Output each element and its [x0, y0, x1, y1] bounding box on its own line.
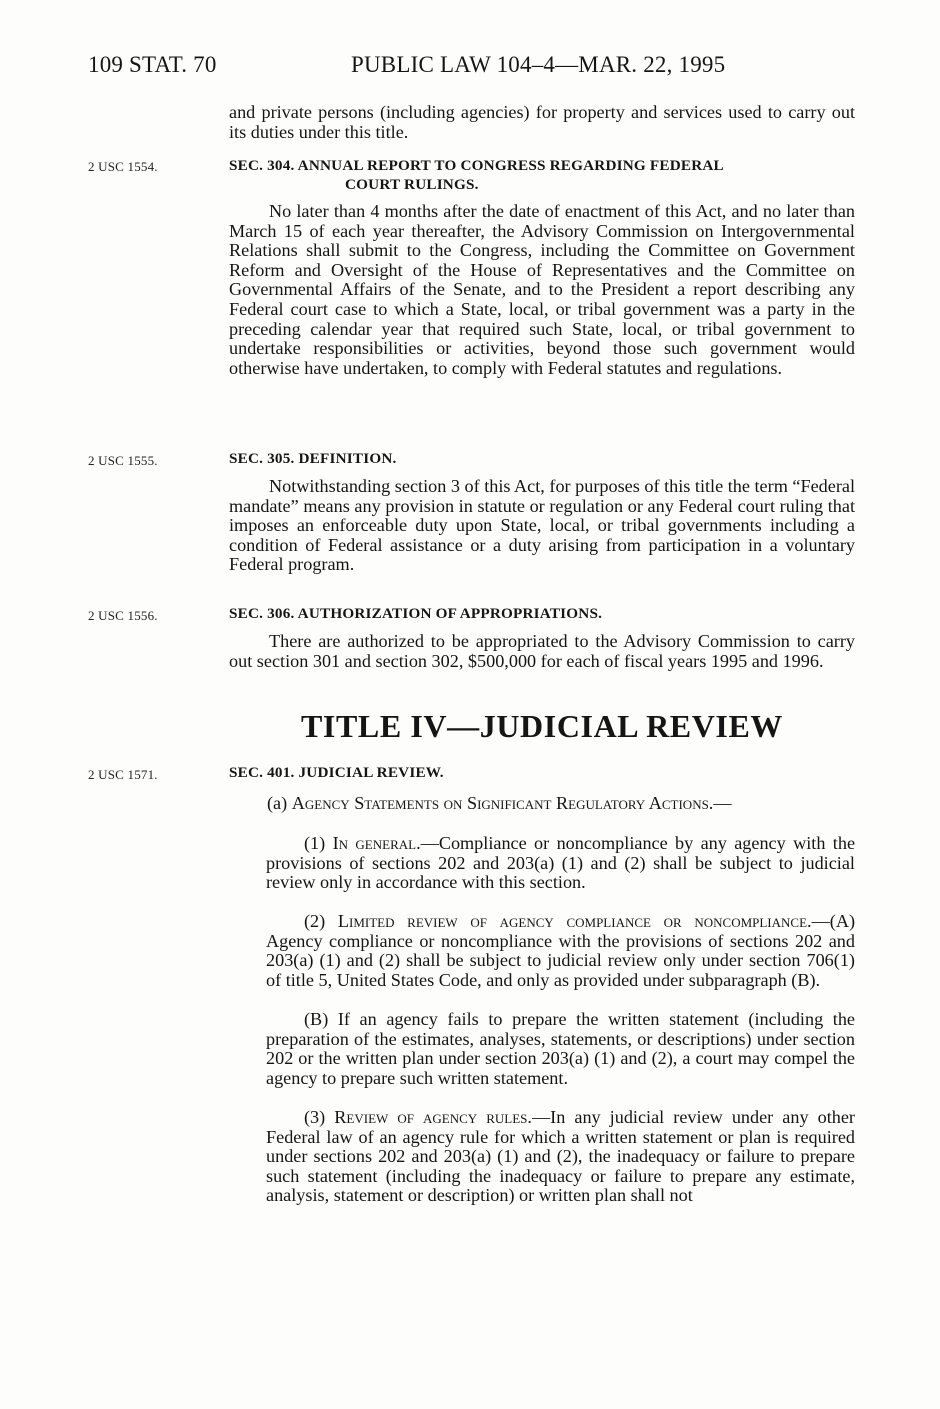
continuation-paragraph: and private persons (including agencies) for property and services used to carry out its duties under this title. [229, 102, 855, 142]
subsection-a-title: Agency Statements on Significant Regulatory Actions.— [291, 793, 732, 813]
paragraph-3 [266, 1108, 855, 1206]
paragraph-1 [266, 834, 855, 893]
paragraph-2-heading: Limited review of agency compliance or noncompliance.— [337, 911, 830, 931]
margin-citation-1556: 2 USC 1556. [88, 608, 158, 623]
section-304-heading [229, 156, 855, 194]
section-401-heading: SEC. 401. JUDICIAL REVIEW. [229, 764, 444, 781]
section-306-heading: SEC. 306. AUTHORIZATION OF APPROPRIATIONS. [229, 605, 603, 622]
paragraph-3-label: (3) [304, 1107, 326, 1127]
statute-page-number: 109 STAT. 70 [88, 52, 217, 77]
paragraph-2-text: (A) Agency compliance or noncompliance with the provisions of sections 202 and 203(a) (1) and (2) shall be subject to judicial review only under section 706(1) of title 5, United States Code, and only as provided under subparagraph (B). [266, 911, 856, 990]
subsection-a-label: (a) [267, 793, 288, 813]
section-304-heading-line1: SEC. 304. ANNUAL REPORT TO CONGRESS REGARDING FEDERAL [229, 157, 724, 174]
paragraph-1-text: Compliance or noncompliance by any agency with the provisions of sections 202 and 203(a) (1) and (2) shall be subject to judicial review only in accordance with this section. [266, 833, 856, 893]
subparagraph-b: (B) If an agency fails to prepare the written statement (including the preparation of the estimates, analyses, statements, or descriptions) under section 202 or the written plan under section 203(a) (1) and (2), a court may compel the agency to prepare such written statement. [266, 1009, 855, 1088]
section-304-text: No later than 4 months after the date of enactment of this Act, and no later than March 15 of each year thereafter, the Advisory Commission on Intergovernmental Relations shall submit to the Congress, including the Committee on Government Reform and Oversight of the House of Representatives and the Committee on Governmental Affairs of the Senate, and to the President a report describing any Federal court case to which a State, local, or tribal government was a party in the preceding calendar year that required such State, local, or tribal government to undertake responsibilities or activities, beyond those such government would otherwise have undertaken, to comply with Federal statutes and regulations. [229, 201, 855, 378]
title-iv-heading: TITLE IV—JUDICIAL REVIEW [300, 708, 784, 744]
section-306-text: There are authorized to be appropriated to the Advisory Commission to carry out section 301 and section 302, $500,000 for each of fiscal years 1995 and 1996. [229, 631, 855, 671]
section-305-heading: SEC. 305. DEFINITION. [229, 450, 397, 467]
section-304-heading-line2: COURT RULINGS. [345, 176, 479, 193]
margin-citation-1571: 2 USC 1571. [88, 767, 158, 782]
paragraph-1-heading: In general.— [332, 833, 439, 853]
page-header [88, 52, 858, 82]
margin-citation-1555: 2 USC 1555. [88, 453, 158, 468]
subsection-a-heading [229, 794, 855, 814]
paragraph-3-heading: Review of agency rules.— [334, 1107, 551, 1127]
paragraph-1-label: (1) [304, 833, 326, 853]
paragraph-2 [266, 912, 855, 990]
paragraph-3-text: In any judicial review under any other Federal law of an agency rule for which a written statement or plan is required under sections 202 and 203(a) (1) and (2), the inadequacy or failure to prepare such statement (including the inadequacy or failure to prepare any estimate, analysis, statement or description) or written plan shall not [266, 1107, 855, 1206]
margin-citation-1554: 2 USC 1554. [88, 159, 158, 174]
public-law-title: PUBLIC LAW 104–4—MAR. 22, 1995 [351, 52, 726, 77]
section-305-text: Notwithstanding section 3 of this Act, for purposes of this title the term “Federal mandate” means any provision in statute or regulation or any Federal court ruling that imposes an enforceable duty upon State, local, or tribal governments including a condition of Federal assistance or a duty arising from participation in a voluntary Federal program. [229, 476, 855, 575]
paragraph-2-label: (2) [304, 911, 326, 931]
